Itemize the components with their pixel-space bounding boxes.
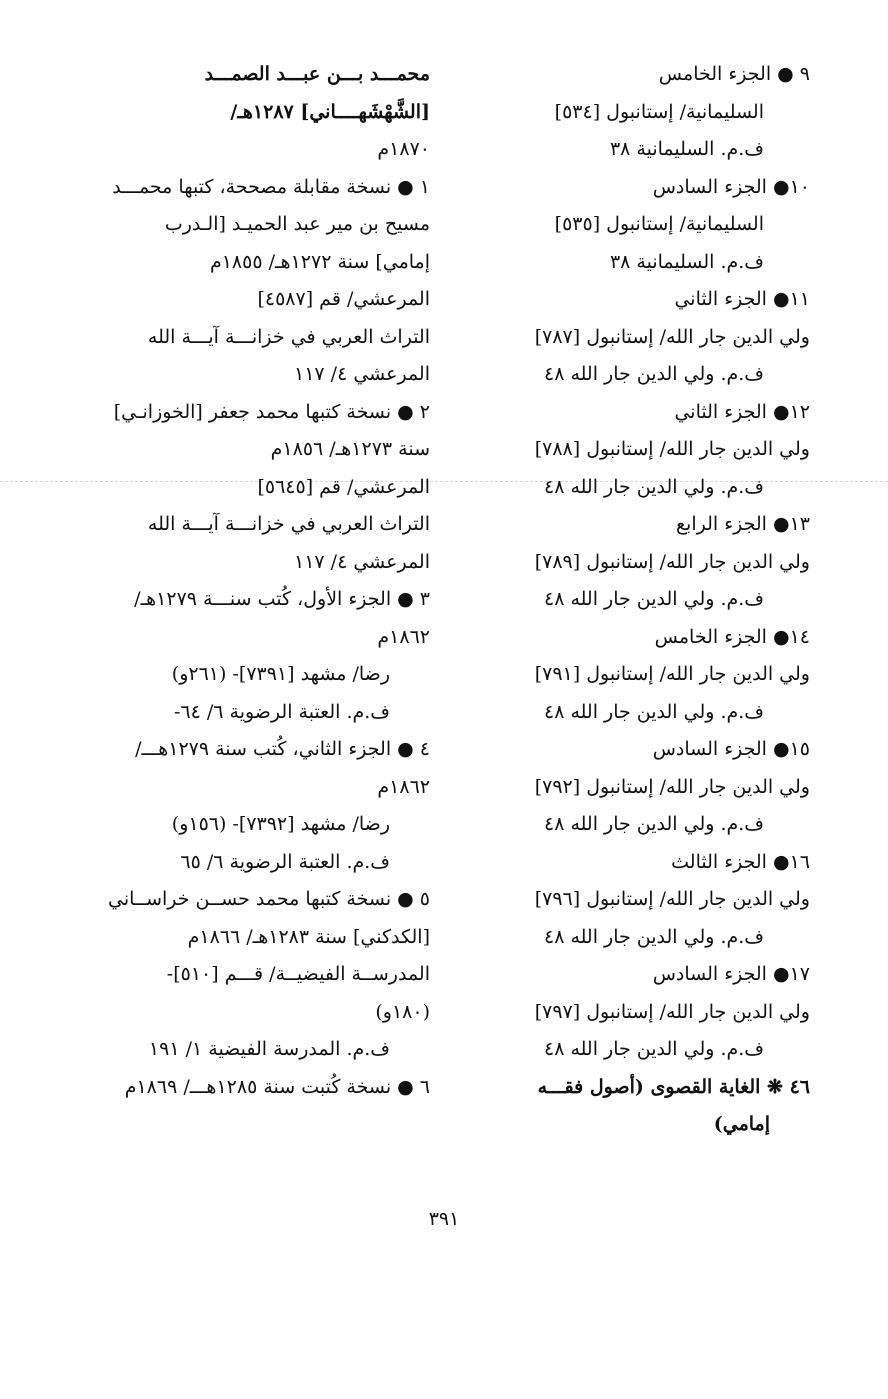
entry-heading: ١٧● الجزء السادس <box>652 963 810 985</box>
book-title-heading-cont: إمامي) <box>713 1113 770 1135</box>
entry-heading: ١٠● الجزء السادس <box>652 175 810 198</box>
entry-location: المرعشي/ قم [٥٦٤٥] <box>257 475 430 498</box>
entry-heading: ١ ● نسخة مقابلة مصححة، كتبها محمـــد <box>112 175 430 198</box>
entry-heading: ١٣● الجزء الرابع <box>675 513 810 535</box>
author-name: محمـــد بـــن عبـــد الصمـــد <box>204 63 430 85</box>
entry-heading: ٤ ● الجزء الثاني، كُتب سنة ١٢٧٩هـــ/ <box>135 738 430 760</box>
entry-location: رضا/ مشهد [٧٣٩٢]- (١٥٦و) <box>171 813 390 835</box>
entry-reference: التراث العربي في خزانـــة آيـــة الله <box>147 513 430 535</box>
author-date: ١٨٧٠م <box>377 138 430 160</box>
entry-text: سنة ١٢٧٣هـ/ ١٨٥٦م <box>270 438 430 460</box>
author-name-cont: [الشَّهْشَهــــاني] ١٢٨٧هـ/ <box>230 100 430 123</box>
entry-location: السليمانية/ إستانبول [٥٣٤] <box>554 100 764 123</box>
entry-microfilm: ف.م. السليمانية ٣٨ <box>609 250 764 273</box>
entry-microfilm: ف.م. ولي الدين جار الله ٤٨ <box>543 475 764 498</box>
entry-microfilm: ف.م. العتبة الرضوية ٦/ ٦٥ <box>180 850 390 873</box>
entry-microfilm: ف.م. العتبة الرضوية ٦/ ٦٤- <box>173 700 390 723</box>
entry-microfilm: ف.م. ولي الدين جار الله ٤٨ <box>543 925 764 948</box>
entry-microfilm: ف.م. ولي الدين جار الله ٤٨ <box>543 1038 764 1060</box>
entry-microfilm: ف.م. السليمانية ٣٨ <box>609 138 764 160</box>
entry-reference: المرعشي ٤/ ١١٧ <box>294 550 430 573</box>
entry-heading: ١٢● الجزء الثاني <box>674 400 810 423</box>
entry-location: المرعشي/ قم [٤٥٨٧] <box>257 288 430 310</box>
right-column <box>460 56 810 1144</box>
entry-text: ١٨٦٢م <box>377 775 430 798</box>
entry-heading: ١٥● الجزء السادس <box>652 738 810 760</box>
entry-text: مسيح بن مير عبد الحميـد [الـدرب <box>164 213 430 235</box>
entry-microfilm: ف.م. ولي الدين جار الله ٤٨ <box>543 588 764 610</box>
entry-location: ولي الدين جار الله/ إستانبول [٧٩٦] <box>534 888 810 910</box>
entry-text: (١٨٠و) <box>375 1000 430 1023</box>
entry-location: رضا/ مشهد [٧٣٩١]- (٢٦١و) <box>171 663 390 685</box>
book-title-heading: ٤٦ ❋ الغاية القصوى (أصول فقـــه <box>537 1075 810 1098</box>
entry-heading: ١١● الجزء الثاني <box>674 288 810 310</box>
entry-location: ولي الدين جار الله/ إستانبول [٧٩١] <box>534 663 810 685</box>
entry-heading: ٣ ● الجزء الأول، كُتب سنـــة ١٢٧٩هـ/ <box>134 588 430 610</box>
entry-location: السليمانية/ إستانبول [٥٣٥] <box>554 213 764 235</box>
entry-reference: المرعشي ٤/ ١١٧ <box>294 363 430 385</box>
entry-microfilm: ف.م. ولي الدين جار الله ٤٨ <box>543 813 764 835</box>
entry-microfilm: ف.م. المدرسة الفيضية ١/ ١٩١ <box>148 1038 390 1060</box>
entry-microfilm: ف.م. ولي الدين جار الله ٤٨ <box>543 700 764 723</box>
entry-location: ولي الدين جار الله/ إستانبول [٧٨٩] <box>534 550 810 573</box>
left-column <box>78 56 430 1106</box>
entry-heading: ١٤● الجزء الخامس <box>654 625 810 648</box>
entry-location: ولي الدين جار الله/ إستانبول [٧٩٧] <box>534 1000 810 1023</box>
entry-heading: ٢ ● نسخة كتبها محمد جعفر [الخوزانـي] <box>113 400 430 423</box>
entry-reference: التراث العربي في خزانـــة آيـــة الله <box>147 325 430 348</box>
entry-heading: ٥ ● نسخة كتبها محمد حســن خراســاني <box>108 888 430 910</box>
entry-heading: ٩ ● الجزء الخامس <box>658 63 810 85</box>
entry-text: ١٨٦٢م <box>377 625 430 648</box>
entry-location: ولي الدين جار الله/ إستانبول [٧٨٧] <box>534 325 810 348</box>
entry-location: ولي الدين جار الله/ إستانبول [٧٩٢] <box>534 775 810 798</box>
entry-location: ولي الدين جار الله/ إستانبول [٧٨٨] <box>534 438 810 460</box>
entry-heading: ١٦● الجزء الثالث <box>671 850 810 873</box>
entry-location: المدرســة الفيضيــة/ قـــم [٥١٠]- <box>166 963 430 985</box>
entry-text: [الكدكني] سنة ١٢٨٣هـ/ ١٨٦٦م <box>187 925 430 948</box>
entry-microfilm: ف.م. ولي الدين جار الله ٤٨ <box>543 363 764 385</box>
entry-text: إمامي] سنة ١٢٧٢هـ/ ١٨٥٥م <box>209 250 430 273</box>
page-number: ٣٩١ <box>428 1208 460 1230</box>
entry-heading: ٦ ● نسخة كُتبت سنة ١٢٨٥هـــ/ ١٨٦٩م <box>124 1075 430 1098</box>
